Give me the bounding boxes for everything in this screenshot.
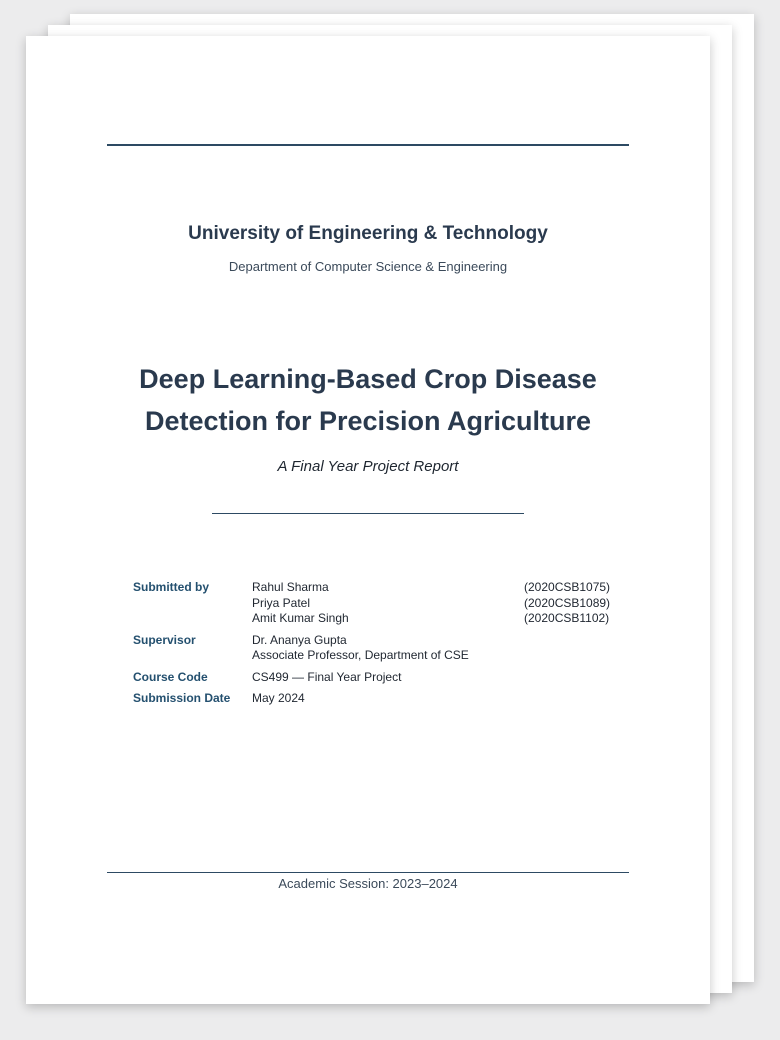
member-name: Priya Patel: [252, 595, 311, 610]
supervisor-label: Supervisor: [133, 632, 196, 647]
supervisor-row: [133, 633, 613, 664]
members-list: [252, 580, 613, 627]
submission-date-value-wrap: [252, 691, 613, 707]
submitted-by-row: [133, 580, 613, 627]
member-roll: (2020CSB1089): [524, 595, 611, 610]
title-page: [26, 36, 710, 1004]
member-name: Amit Kumar Singh: [252, 611, 349, 625]
top-rule: [107, 144, 629, 146]
member-name: Rahul Sharma: [252, 580, 329, 594]
supervisor-value: [252, 633, 613, 664]
department-name: Department of Computer Science & Engineering: [228, 259, 508, 274]
report-subtitle: A Final Year Project Report: [277, 458, 459, 475]
course-code-row: [133, 670, 613, 686]
course-code-label: Course Code: [133, 669, 208, 684]
submitted-by-label: Submitted by: [133, 580, 210, 594]
submission-date-value: May 2024: [252, 691, 305, 705]
supervisor-name: Dr. Ananya Gupta: [252, 632, 347, 647]
bottom-rule: [107, 872, 629, 873]
submission-date-row: [133, 691, 613, 707]
report-title-line-1: Deep Learning-Based Crop Disease: [139, 364, 597, 394]
member-roll: (2020CSB1075): [524, 580, 611, 594]
member-row: [252, 580, 613, 596]
project-details: [133, 580, 613, 713]
middle-rule: [212, 513, 524, 514]
submission-date-label: Submission Date: [133, 691, 231, 705]
course-code-value-wrap: [252, 670, 613, 686]
member-row: [252, 596, 613, 612]
supervisor-designation: Associate Professor, Department of CSE: [252, 648, 469, 662]
course-code-value: CS499 — Final Year Project: [252, 669, 402, 684]
academic-session: Academic Session: 2023–2024: [278, 876, 458, 891]
report-title-line-2: Detection for Precision Agriculture: [144, 406, 592, 436]
university-name: University of Engineering & Technology: [188, 223, 548, 244]
member-roll: (2020CSB1102): [524, 611, 610, 625]
member-row: [252, 611, 613, 627]
report-title: [26, 358, 710, 442]
